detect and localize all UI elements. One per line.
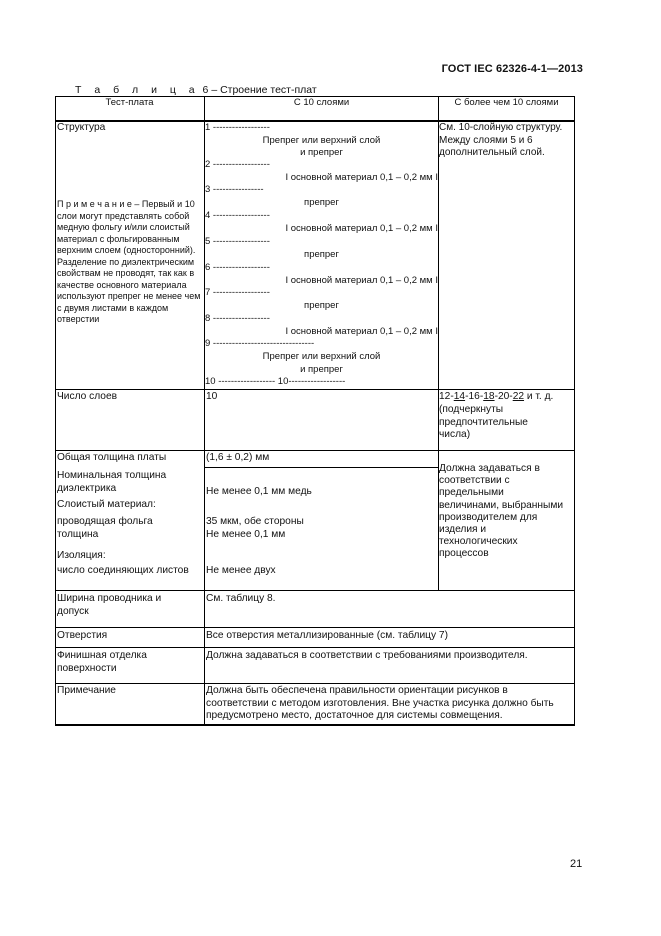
prepreg-label: и препрег [300, 147, 343, 158]
rule [55, 724, 575, 726]
layer-line: 8 ------------------ [205, 313, 270, 324]
layers-note: (подчеркнуты предпочтительные числа) [439, 404, 528, 440]
rule [55, 647, 575, 648]
rule [55, 389, 575, 390]
sheets-value: Не менее двух [206, 565, 276, 576]
rule [55, 627, 575, 628]
rule [205, 467, 438, 468]
layer-option: 16- [468, 391, 484, 402]
layer-option: 12- [439, 391, 454, 402]
layers-ten: 10 [206, 391, 218, 402]
layer-option: и т. д. [524, 391, 554, 402]
foil-label: проводящая фольга толщина [57, 516, 153, 540]
rule [55, 96, 56, 726]
width-value: См. таблицу 8. [206, 593, 276, 604]
table-caption [75, 84, 317, 96]
layer-line: 1 ------------------ [205, 122, 270, 133]
rule [55, 590, 575, 591]
holes-value: Все отверстия металлизированные (см. таблицу 7) [206, 630, 448, 641]
core-label: I основной материал 0,1 – 0,2 мм I [285, 326, 438, 337]
prepreg-label: препрег [304, 300, 339, 311]
thickness-label: Общая толщина платы [57, 452, 167, 463]
layer-option: - [465, 391, 469, 402]
structure-label: Структура [57, 122, 106, 133]
holes-label: Отверстия [57, 630, 108, 641]
page-number: 21 [570, 858, 583, 870]
caption-prefix: Т а б л и ц а [75, 84, 200, 96]
foil-thickness-value: Не менее 0,1 мм [206, 529, 286, 540]
note-value: Должна быть обеспечена правильности ориентации рисунков в соответствии с методом изготовления. Вне участка рисунка должно быть предусмотрено место, достаточное для системы совмещения. [206, 685, 554, 721]
core-label: I основной материал 0,1 – 0,2 мм I [285, 172, 438, 183]
prepreg-label: препрег [304, 197, 339, 208]
thickness-value: (1,6 ± 0,2) мм [206, 452, 270, 463]
column-header-more-layers: С более чем 10 слоями [454, 97, 559, 108]
core-label: I основной материал 0,1 – 0,2 мм I [285, 223, 438, 234]
layer-line: 7 ------------------ [205, 287, 270, 298]
layer-line: 2 ------------------ [205, 159, 270, 170]
finish-value: Должна задаваться в соответствии с требованиями производителя. [206, 650, 528, 661]
rule [55, 683, 575, 684]
layer-option-preferred: 14 [453, 391, 466, 402]
insulation-label: Изоляция: [57, 550, 106, 561]
caption-number: 6 [202, 84, 209, 96]
rule [574, 96, 575, 726]
document-header: ГОСТ IEC 62326-4-1—2013 [441, 63, 583, 75]
caption-title: – Строение тест-плат [211, 84, 317, 96]
prepreg-label: Препрег или верхний слой [262, 135, 381, 146]
dielectric-more-layers: Должна задаваться в соответствии с предельными величинами, выбранными производителем для изделия и технологических процессов [439, 463, 564, 560]
structure-table [55, 96, 575, 726]
sheets-label: число соединяющих листов [57, 565, 189, 576]
column-header-test-board: Тест-плата [105, 97, 154, 108]
prepreg-label: и препрег [300, 364, 343, 375]
layer-line: 5 ------------------ [205, 236, 270, 247]
prepreg-label: Препрег или верхний слой [262, 351, 381, 362]
core-label: I основной материал 0,1 – 0,2 мм I [285, 275, 438, 286]
layer-line: 3 ---------------- [205, 184, 264, 195]
laminate-label: Слоистый материал: [57, 499, 156, 510]
finish-label: Финишная отделка поверхности [57, 650, 147, 674]
dielectric-thickness-label: Номинальная толщина диэлектрика [57, 470, 167, 494]
structure-note: П р и м е ч а н и е – Первый и 10 слои могут представлять собой медную фольгу и/или слоистый материал с фольгированным верхним слоем (односторонний). Разделение по диэлектрическим свойствам не проводят, так как в качестве основного материала используют препрег не менее чем с двумя листами в каждом отверстии [57, 199, 201, 324]
rule [55, 450, 575, 451]
layers-label: Число слоев [57, 391, 118, 402]
foil-value: 35 мкм, обе стороны [206, 516, 304, 527]
layer-line: 4 ------------------ [205, 210, 270, 221]
dielectric-thickness-value: Не менее 0,1 мм медь [206, 486, 312, 497]
layer-option-preferred: 18 [483, 391, 495, 402]
layers-options [439, 391, 573, 404]
layer-line: 10 ------------------ 10------------------ [205, 376, 346, 387]
note-label: Примечание [57, 685, 116, 696]
layer-option-preferred: 22 [512, 391, 525, 402]
layer-line: 9 -------------------------------- [205, 338, 315, 349]
layer-option: -20- [494, 391, 513, 402]
prepreg-label: препрег [304, 249, 339, 260]
width-label: Ширина проводника и допуск [57, 593, 162, 617]
structure-more-layers: См. 10-слойную структуру. Между слоями 5 и 6 дополнительный слой. [439, 122, 563, 158]
column-header-10-layers: С 10 слоями [293, 97, 350, 108]
layer-line: 6 ------------------ [205, 262, 270, 273]
